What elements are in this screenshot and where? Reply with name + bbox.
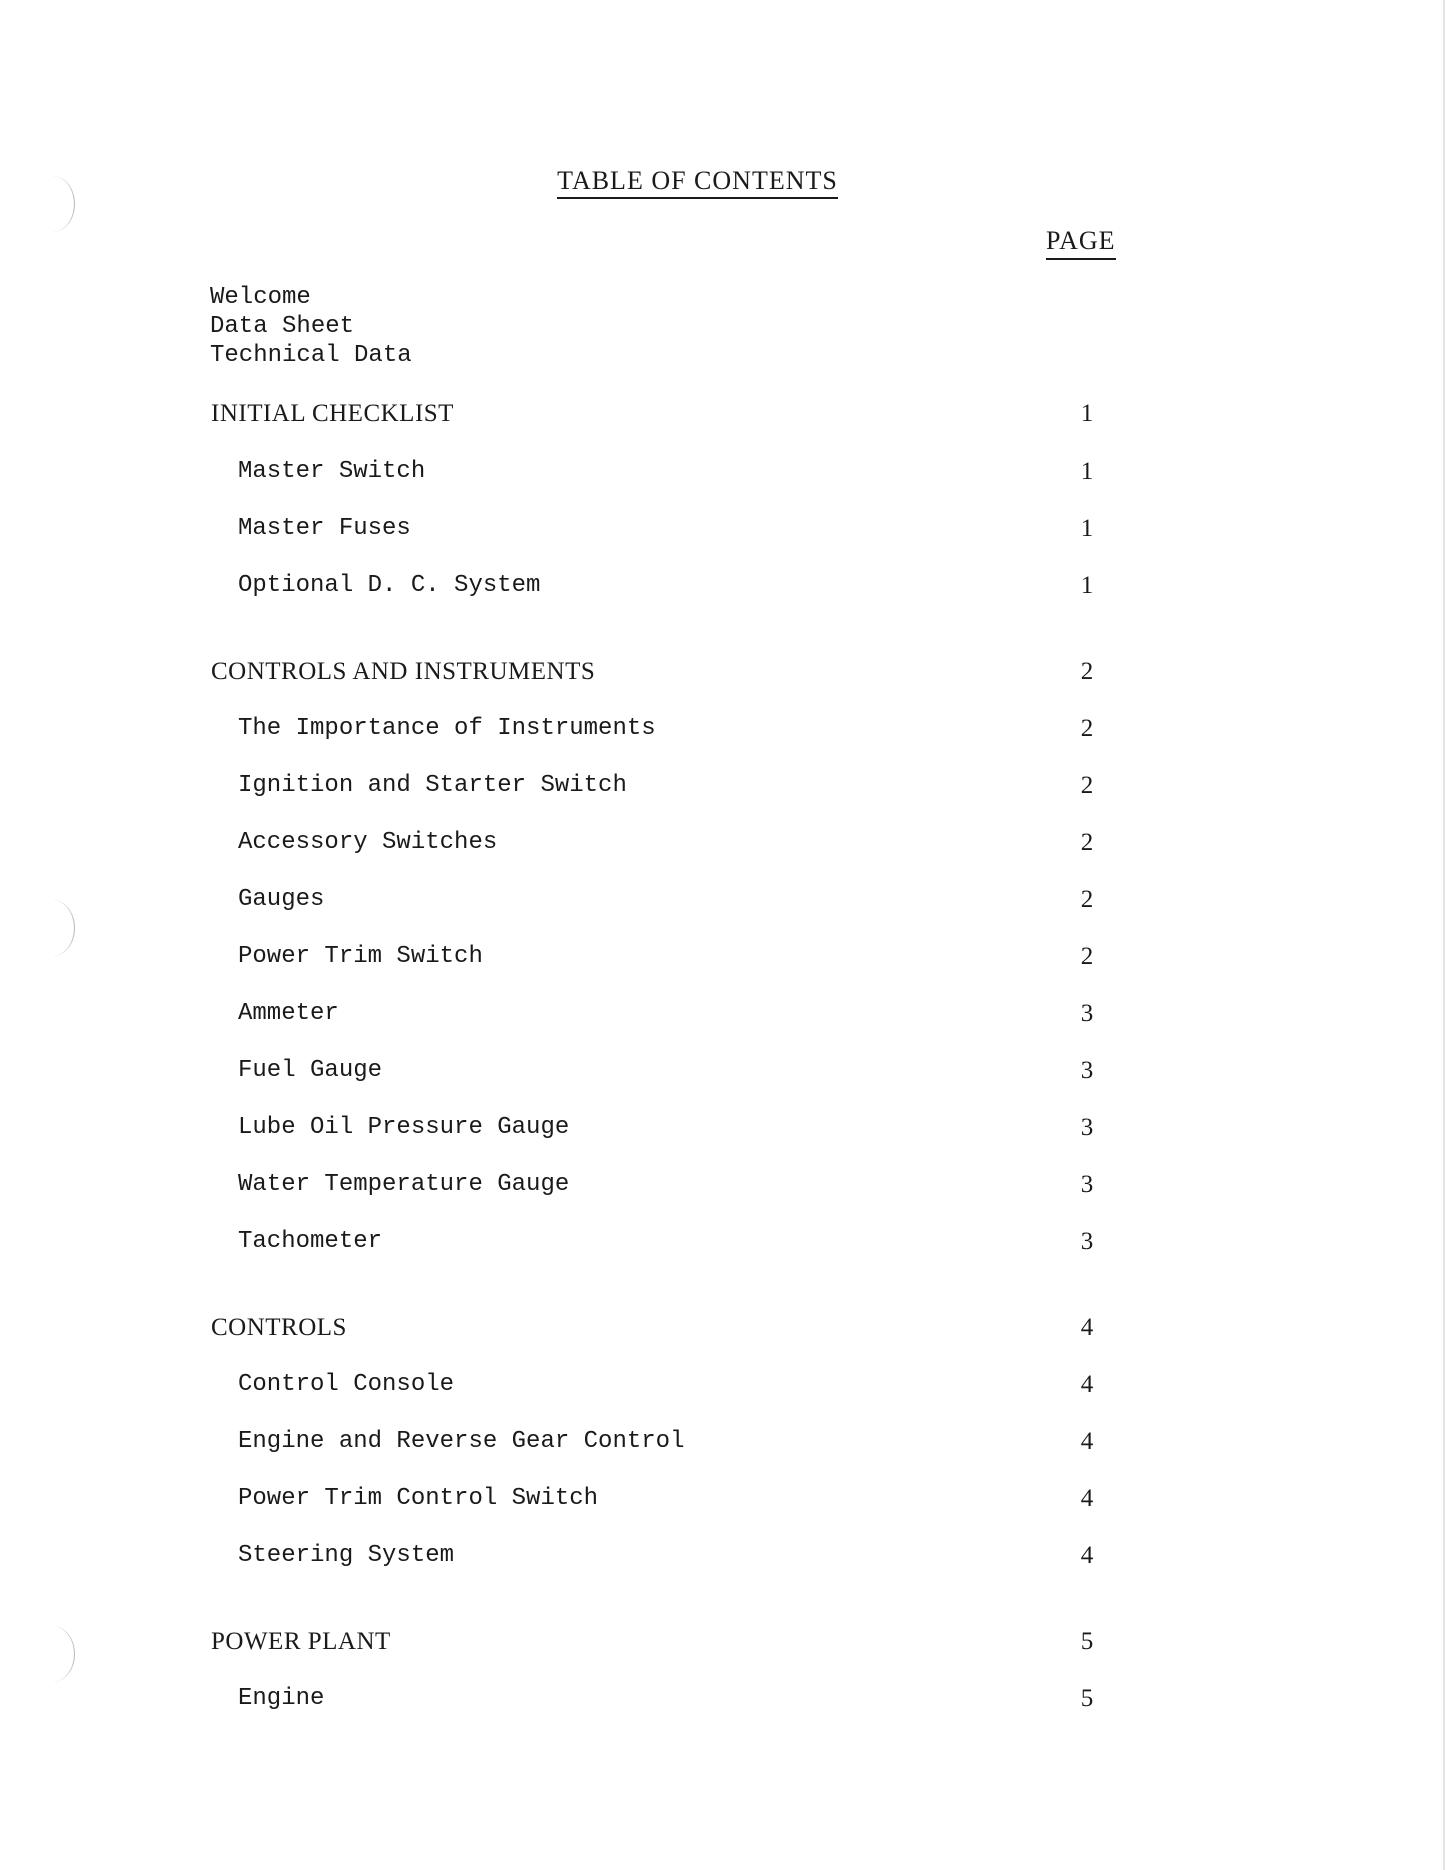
toc-title-text: TABLE OF CONTENTS: [557, 166, 838, 199]
toc-entry-page: 1: [1080, 515, 1094, 542]
toc-entry-section: [0, 1628, 1445, 1662]
toc-entry-sub: [0, 943, 1445, 977]
toc-entry-page: 3: [1080, 1000, 1094, 1027]
toc-entry-page: 4: [1080, 1314, 1094, 1341]
toc-entry-label: Master Fuses: [238, 515, 411, 542]
toc-entry-label: Power Trim Control Switch: [238, 1485, 599, 1512]
toc-entry-sub: [0, 515, 1445, 549]
prelim-item: Welcome: [210, 284, 311, 311]
toc-entry-page: 4: [1080, 1542, 1094, 1569]
toc-entry-page: 2: [1080, 715, 1094, 742]
toc-entry-page: 1: [1080, 400, 1094, 427]
prelim-item: Data Sheet: [210, 313, 355, 340]
toc-entry-sub: [0, 1685, 1445, 1719]
toc-entry-page: 5: [1080, 1685, 1094, 1712]
prelim-item: Technical Data: [210, 342, 412, 369]
toc-entry-label: Gauges: [238, 886, 325, 913]
toc-entry-page: 2: [1080, 772, 1094, 799]
toc-entry-page: 3: [1080, 1171, 1094, 1198]
toc-entry-page: 3: [1080, 1114, 1094, 1141]
toc-entry-label: Steering System: [238, 1542, 455, 1569]
toc-entry-label: Engine: [238, 1685, 325, 1712]
toc-entry-sub: [0, 1171, 1445, 1205]
toc-entry-sub: [0, 1371, 1445, 1405]
toc-entry-sub: [0, 1485, 1445, 1519]
toc-entry-label: Optional D. C. System: [238, 572, 541, 599]
toc-entry-page: 4: [1080, 1485, 1094, 1512]
toc-entry-page: 2: [1080, 886, 1094, 913]
toc-entry-page: 4: [1080, 1428, 1094, 1455]
toc-entry-label: INITIAL CHECKLIST: [211, 400, 454, 427]
toc-entry-label: Lube Oil Pressure Gauge: [238, 1114, 570, 1141]
toc-entry-sub: [0, 1114, 1445, 1148]
toc-entry-label: Control Console: [238, 1371, 455, 1398]
toc-entry-label: Ammeter: [238, 1000, 339, 1027]
toc-entry-sub: [0, 458, 1445, 492]
toc-entry-sub: [0, 1428, 1445, 1462]
toc-entry-sub: [0, 1057, 1445, 1091]
toc-entry-label: Power Trim Switch: [238, 943, 483, 970]
toc-title: [0, 166, 1395, 196]
toc-entry-section: [0, 1314, 1445, 1348]
toc-entry-sub: [0, 715, 1445, 749]
toc-entry-section: [0, 658, 1445, 692]
toc-entry-page: 2: [1080, 943, 1094, 970]
toc-entry-page: 1: [1080, 572, 1094, 599]
toc-entry-page: 3: [1080, 1057, 1094, 1084]
page-column-header: PAGE: [1046, 226, 1116, 260]
toc-entry-page: 2: [1080, 658, 1094, 685]
toc-entry-page: 2: [1080, 829, 1094, 856]
toc-entry-label: Engine and Reverse Gear Control: [238, 1428, 685, 1455]
toc-entry-page: 1: [1080, 458, 1094, 485]
toc-entry-sub: [0, 1228, 1445, 1262]
toc-entry-sub: [0, 772, 1445, 806]
toc-entry-label: Accessory Switches: [238, 829, 498, 856]
toc-entry-label: Ignition and Starter Switch: [238, 772, 627, 799]
toc-entry-label: CONTROLS AND INSTRUMENTS: [211, 658, 596, 685]
toc-entry-page: 3: [1080, 1228, 1094, 1255]
toc-entry-section: [0, 400, 1445, 434]
toc-entry-sub: [0, 572, 1445, 606]
toc-entry-sub: [0, 886, 1445, 920]
toc-entry-page: 4: [1080, 1371, 1094, 1398]
toc-entry-label: Master Switch: [238, 458, 426, 485]
toc-entry-sub: [0, 829, 1445, 863]
toc-entry-page: 5: [1080, 1628, 1094, 1655]
toc-entry-label: Fuel Gauge: [238, 1057, 383, 1084]
toc-entry-sub: [0, 1542, 1445, 1576]
toc-entry-label: Water Temperature Gauge: [238, 1171, 570, 1198]
toc-entry-sub: [0, 1000, 1445, 1034]
toc-entry-label: The Importance of Instruments: [238, 715, 656, 742]
toc-entry-label: Tachometer: [238, 1228, 383, 1255]
toc-entry-label: CONTROLS: [211, 1314, 347, 1341]
toc-entry-label: POWER PLANT: [211, 1628, 391, 1655]
